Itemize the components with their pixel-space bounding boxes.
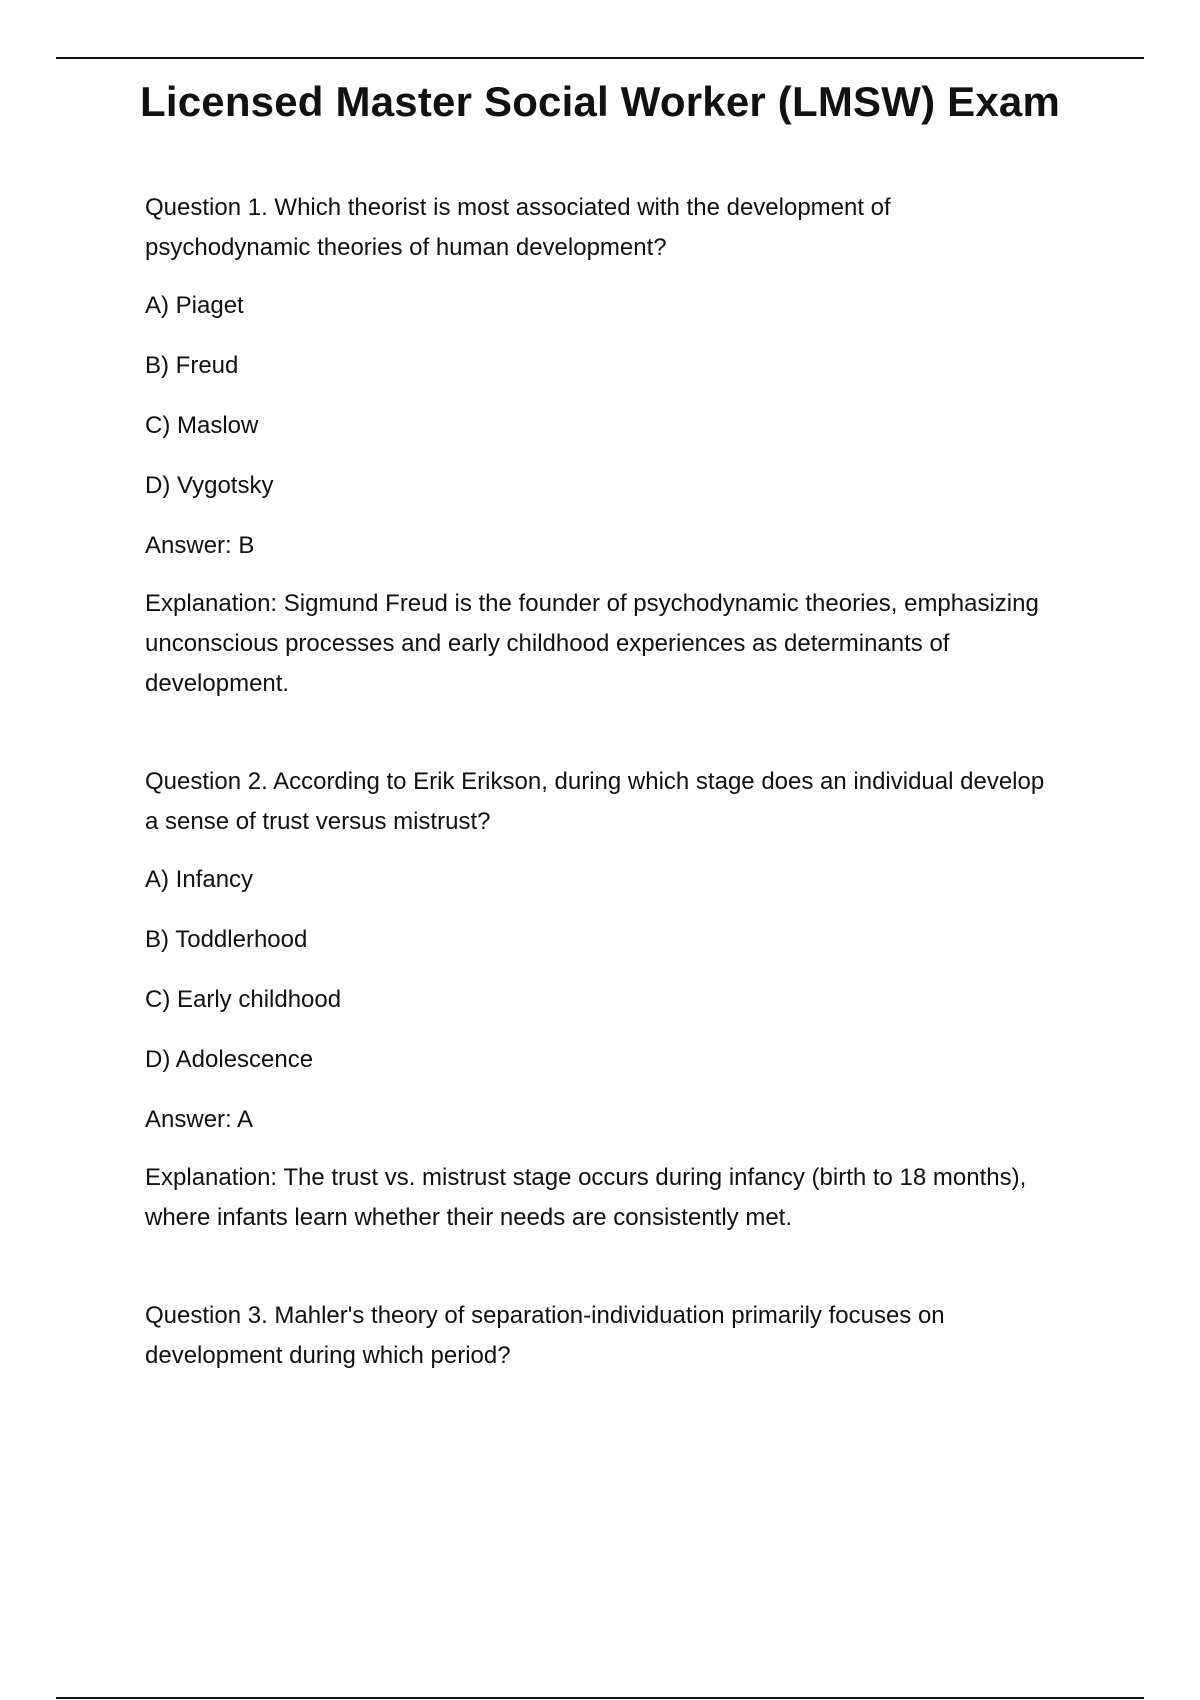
question-2-option-d: D) Adolescence: [145, 1046, 314, 1073]
question-1-option-c: C) Maslow: [145, 412, 259, 439]
question-1-option-a: A) Piaget: [145, 292, 244, 319]
question-2-answer: Answer: A: [145, 1106, 254, 1133]
question-2-option-c: C) Early childhood: [145, 986, 342, 1013]
question-1: [145, 188, 1045, 704]
question-2-text: Question 2. According to Erik Erikson, during which stage does an individual develop a sense of trust versus mistrust?: [145, 768, 1045, 835]
question-2-option-b: B) Toddlerhood: [145, 926, 308, 953]
question-2: [145, 762, 1045, 1238]
question-2-options: [145, 860, 1045, 1080]
question-1-text: Question 1. Which theorist is most associated with the development of psychodynamic theories of human development?: [145, 194, 891, 261]
question-3-text: Question 3. Mahler's theory of separation-individuation primarily focuses on development during which period?: [145, 1302, 945, 1369]
question-2-option-a: A) Infancy: [145, 866, 254, 893]
top-rule: [56, 57, 1144, 59]
question-1-answer: Answer: B: [145, 532, 255, 559]
question-1-option-d: D) Vygotsky: [145, 472, 274, 499]
question-1-options: [145, 286, 1045, 506]
bottom-rule: [56, 1697, 1144, 1699]
question-1-explanation: Explanation: Sigmund Freud is the founder of psychodynamic theories, emphasizing unconscious processes and early childhood experiences as determinants of development.: [145, 590, 1039, 697]
page-title: Licensed Master Social Worker (LMSW) Exam: [139, 78, 1061, 125]
question-2-explanation: Explanation: The trust vs. mistrust stage occurs during infancy (birth to 18 months), where infants learn whether their needs are consistently met.: [145, 1164, 1027, 1231]
question-1-option-b: B) Freud: [145, 352, 239, 379]
document-body: [145, 188, 1045, 1434]
question-3: [145, 1296, 1045, 1376]
